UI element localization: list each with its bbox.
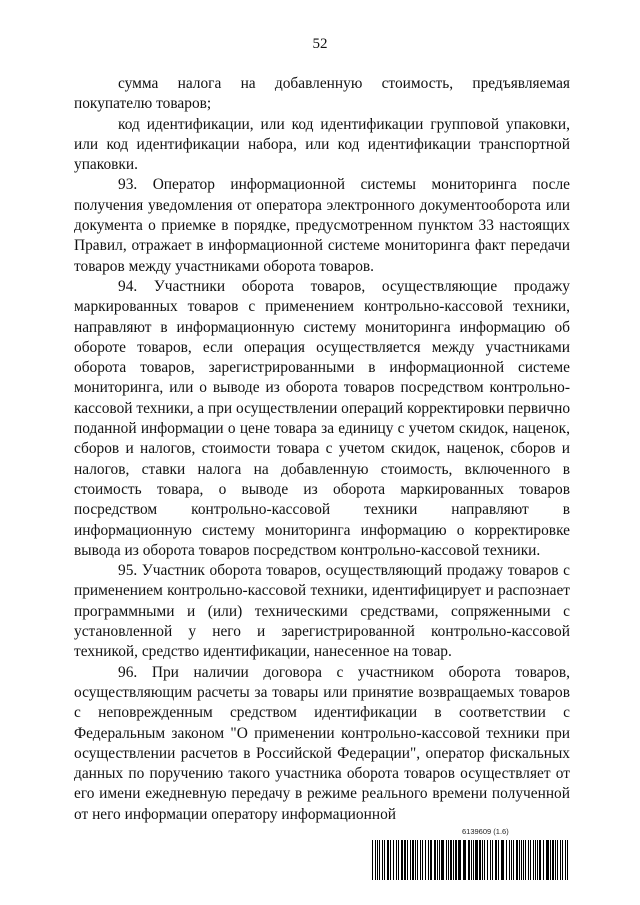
paragraph-95: 95. Участник оборота товаров, осуществляющий продажу товаров с применением контрольно-кассовой техники, идентифицирует и распознает программными и (или) техническими средствами, сопряженными с установленной у него и зарегистрированной контрольно-кассовой техникой, средство идентификации, нанесенное на товар. [74, 562, 570, 661]
paragraph-94: 94. Участники оборота товаров, осуществляющие продажу маркированных товаров с применением контрольно-кассовой техники, направляют в информационную систему мониторинга информацию об обороте товаров, если операция осуществляется между участниками оборота товаров, зарегистрированными в информационной системе мониторинга, или о выводе из оборота товаров посредством контрольно-кассовой техники, а при осуществлении операций корректировки первично поданной информации о цене товара за единицу с учетом скидок, наценок, сборов и налогов, стоимости товара с учетом скидок, наценок, сборов и налогов, ставки налога на добавленную стоимость, включенного в стоимость товара, о выводе из оборота маркированных товаров посредством контрольно-кассовой техники направляют в информационную систему мониторинга информацию о корректировке вывода из оборота товаров посредством контрольно-кассовой техники. [74, 277, 571, 559]
paragraph-93: 93. Оператор информационной системы мониторинга после получения уведомления от оператора электронного документооборота или документа о приемке в порядке, предусмотренном пунктом 33 настоящих Правил, отражает в информационной системе мониторинга факт передачи товаров между участниками оборота товаров. [74, 176, 570, 275]
barcode [372, 840, 570, 880]
paragraph-96: 96. При наличии договора с участником оборота товаров, осуществляющим расчеты за товары или принятие возвращаемых товаров с неповрежденным средством идентификации в соответствии с Федеральным законом "О применении контрольно-кассовой техники при осуществлении расчетов в Российской Федерации", оператор фискальных данных по поручению такого участника оборота товаров осуществляет от его имени ежедневную передачу в режиме реального времени полученной от него информации оператору информационной [74, 663, 570, 823]
paragraph-vat-amount: сумма налога на добавленную стоимость, предъявляемая покупателю товаров; [74, 75, 570, 113]
page-number: 52 [312, 36, 328, 52]
document-code: 6139609 (1.6) [462, 827, 509, 836]
paragraph-identification-code: код идентификации, или код идентификации групповой упаковки, или код идентификации набора, или код идентификации транспортной упаковки. [74, 115, 570, 174]
document-body [74, 74, 570, 825]
